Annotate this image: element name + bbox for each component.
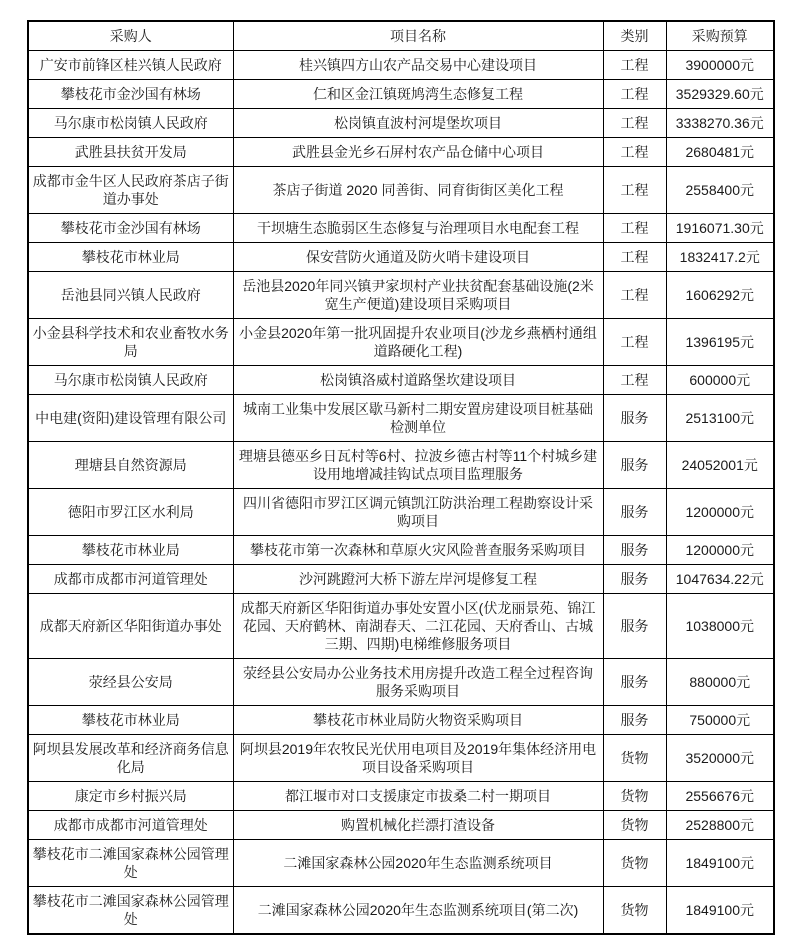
project-cell: 干坝塘生态脆弱区生态修复与治理项目水电配套工程 [233, 214, 603, 243]
header-category: 类别 [603, 21, 666, 51]
table-row [28, 243, 774, 272]
category-cell: 服务 [603, 395, 666, 442]
purchaser-cell: 小金县科学技术和农业畜牧水务局 [28, 319, 233, 366]
budget-cell: 1832417.2元 [666, 243, 774, 272]
budget-cell: 1038000元 [666, 594, 774, 659]
category-cell: 服务 [603, 659, 666, 706]
project-cell: 保安营防火通道及防火哨卡建设项目 [233, 243, 603, 272]
project-cell: 小金县2020年第一批巩固提升农业项目(沙龙乡燕栖村通组道路硬化工程) [233, 319, 603, 366]
budget-cell: 3520000元 [666, 735, 774, 782]
category-cell: 工程 [603, 167, 666, 214]
budget-cell: 1396195元 [666, 319, 774, 366]
purchaser-cell: 攀枝花市二滩国家森林公园管理处 [28, 887, 233, 935]
project-cell: 二滩国家森林公园2020年生态监测系统项目 [233, 840, 603, 887]
purchaser-cell: 攀枝花市金沙国有林场 [28, 214, 233, 243]
project-cell: 二滩国家森林公园2020年生态监测系统项目(第二次) [233, 887, 603, 935]
budget-cell: 24052001元 [666, 442, 774, 489]
category-cell: 服务 [603, 489, 666, 536]
budget-cell: 1606292元 [666, 272, 774, 319]
category-cell: 工程 [603, 214, 666, 243]
category-cell: 服务 [603, 565, 666, 594]
project-cell: 购置机械化拦漂打渣设备 [233, 811, 603, 840]
purchaser-cell: 阿坝县发展改革和经济商务信息化局 [28, 735, 233, 782]
table-row [28, 489, 774, 536]
project-cell: 茶店子街道 2020 同善街、同育街街区美化工程 [233, 167, 603, 214]
table-row [28, 706, 774, 735]
purchaser-cell: 攀枝花市林业局 [28, 243, 233, 272]
budget-cell: 2556676元 [666, 782, 774, 811]
purchaser-cell: 成都市金牛区人民政府茶店子街道办事处 [28, 167, 233, 214]
project-cell: 松岗镇直波村河堤堡坎项目 [233, 109, 603, 138]
budget-cell: 1047634.22元 [666, 565, 774, 594]
budget-cell: 750000元 [666, 706, 774, 735]
category-cell: 工程 [603, 319, 666, 366]
category-cell: 货物 [603, 811, 666, 840]
table-row [28, 214, 774, 243]
project-cell: 都江堰市对口支援康定市拔桑二村一期项目 [233, 782, 603, 811]
table-row [28, 735, 774, 782]
category-cell: 服务 [603, 706, 666, 735]
budget-cell: 880000元 [666, 659, 774, 706]
purchaser-cell: 攀枝花市林业局 [28, 536, 233, 565]
budget-cell: 3529329.60元 [666, 80, 774, 109]
purchaser-cell: 中电建(资阳)建设管理有限公司 [28, 395, 233, 442]
table-row [28, 840, 774, 887]
procurement-table [27, 20, 775, 935]
table-row [28, 442, 774, 489]
category-cell: 服务 [603, 594, 666, 659]
table-row [28, 536, 774, 565]
table-row [28, 80, 774, 109]
category-cell: 工程 [603, 51, 666, 80]
budget-cell: 1916071.30元 [666, 214, 774, 243]
budget-cell: 3900000元 [666, 51, 774, 80]
category-cell: 工程 [603, 366, 666, 395]
purchaser-cell: 攀枝花市林业局 [28, 706, 233, 735]
purchaser-cell: 理塘县自然资源局 [28, 442, 233, 489]
purchaser-cell: 成都天府新区华阳街道办事处 [28, 594, 233, 659]
category-cell: 工程 [603, 80, 666, 109]
purchaser-cell: 攀枝花市二滩国家森林公园管理处 [28, 840, 233, 887]
category-cell: 服务 [603, 442, 666, 489]
project-cell: 荥经县公安局办公业务技术用房提升改造工程全过程咨询服务采购项目 [233, 659, 603, 706]
header-budget: 采购预算 [666, 21, 774, 51]
header-purchaser: 采购人 [28, 21, 233, 51]
table-row [28, 887, 774, 935]
category-cell: 工程 [603, 243, 666, 272]
project-cell: 松岗镇洛威村道路堡坎建设项目 [233, 366, 603, 395]
purchaser-cell: 荥经县公安局 [28, 659, 233, 706]
table-row [28, 366, 774, 395]
table-row [28, 395, 774, 442]
budget-cell: 2513100元 [666, 395, 774, 442]
table-row [28, 109, 774, 138]
project-cell: 城南工业集中发展区歇马新村二期安置房建设项目桩基础检测单位 [233, 395, 603, 442]
purchaser-cell: 成都市成都市河道管理处 [28, 811, 233, 840]
budget-cell: 1200000元 [666, 536, 774, 565]
budget-cell: 2680481元 [666, 138, 774, 167]
header-row [28, 21, 774, 51]
purchaser-cell: 武胜县扶贫开发局 [28, 138, 233, 167]
budget-cell: 2528800元 [666, 811, 774, 840]
budget-cell: 1200000元 [666, 489, 774, 536]
project-cell: 桂兴镇四方山农产品交易中心建设项目 [233, 51, 603, 80]
budget-cell: 600000元 [666, 366, 774, 395]
project-cell: 仁和区金江镇斑鸠湾生态修复工程 [233, 80, 603, 109]
table-row [28, 51, 774, 80]
category-cell: 工程 [603, 138, 666, 167]
table-row [28, 565, 774, 594]
project-cell: 四川省德阳市罗江区调元镇凯江防洪治理工程勘察设计采购项目 [233, 489, 603, 536]
purchaser-cell: 成都市成都市河道管理处 [28, 565, 233, 594]
table-row [28, 659, 774, 706]
table-row [28, 319, 774, 366]
table-row [28, 811, 774, 840]
project-cell: 理塘县德巫乡日瓦村等6村、拉波乡德古村等11个村城乡建设用地增减挂钩试点项目监理服务 [233, 442, 603, 489]
purchaser-cell: 马尔康市松岗镇人民政府 [28, 109, 233, 138]
project-cell: 沙河跳蹬河大桥下游左岸河堤修复工程 [233, 565, 603, 594]
purchaser-cell: 广安市前锋区桂兴镇人民政府 [28, 51, 233, 80]
purchaser-cell: 马尔康市松岗镇人民政府 [28, 366, 233, 395]
category-cell: 货物 [603, 735, 666, 782]
table-row [28, 138, 774, 167]
table-row [28, 594, 774, 659]
category-cell: 货物 [603, 782, 666, 811]
project-cell: 攀枝花市林业局防火物资采购项目 [233, 706, 603, 735]
category-cell: 工程 [603, 109, 666, 138]
purchaser-cell: 康定市乡村振兴局 [28, 782, 233, 811]
purchaser-cell: 德阳市罗江区水利局 [28, 489, 233, 536]
project-cell: 成都天府新区华阳街道办事处安置小区(伏龙丽景苑、锦江花园、天府鹤林、南湖春天、二江花园、天府香山、古城三期、四期)电梯维修服务项目 [233, 594, 603, 659]
header-project: 项目名称 [233, 21, 603, 51]
budget-cell: 2558400元 [666, 167, 774, 214]
purchaser-cell: 攀枝花市金沙国有林场 [28, 80, 233, 109]
category-cell: 工程 [603, 272, 666, 319]
project-cell: 攀枝花市第一次森林和草原火灾风险普查服务采购项目 [233, 536, 603, 565]
budget-cell: 1849100元 [666, 887, 774, 935]
category-cell: 货物 [603, 887, 666, 935]
budget-cell: 3338270.36元 [666, 109, 774, 138]
project-cell: 阿坝县2019年农牧民光伏用电项目及2019年集体经济用电项目设备采购项目 [233, 735, 603, 782]
table-row [28, 782, 774, 811]
purchaser-cell: 岳池县同兴镇人民政府 [28, 272, 233, 319]
budget-cell: 1849100元 [666, 840, 774, 887]
project-cell: 武胜县金光乡石屏村农产品仓储中心项目 [233, 138, 603, 167]
table-row [28, 167, 774, 214]
category-cell: 货物 [603, 840, 666, 887]
project-cell: 岳池县2020年同兴镇尹家坝村产业扶贫配套基础设施(2米宽生产便道)建设项目采购项目 [233, 272, 603, 319]
category-cell: 服务 [603, 536, 666, 565]
table-row [28, 272, 774, 319]
